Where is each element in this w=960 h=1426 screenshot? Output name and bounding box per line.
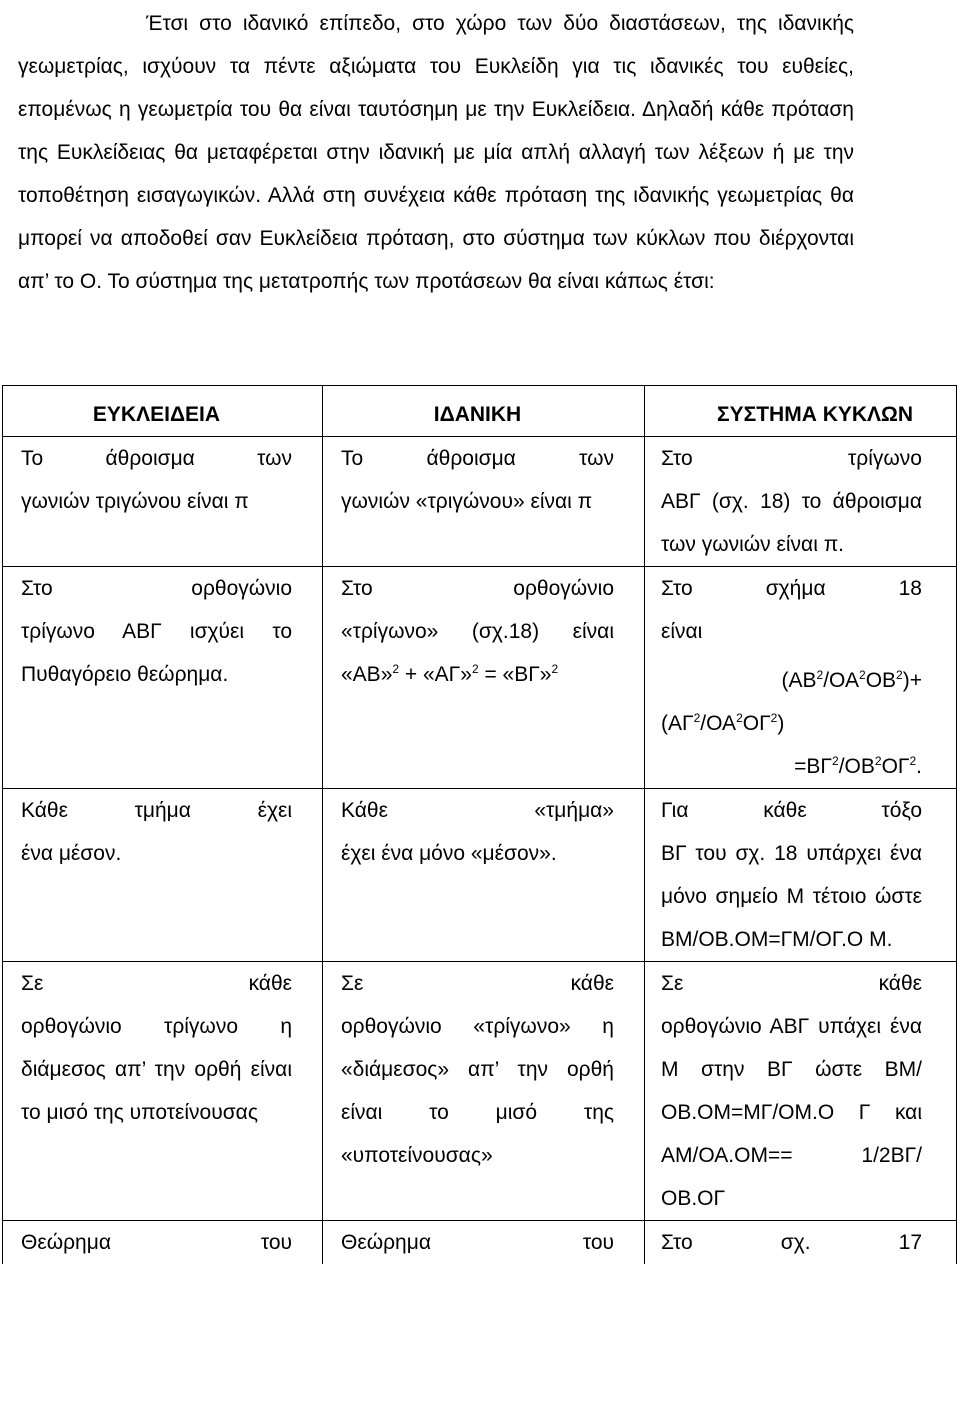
cell-lead: Το άθροισμα των [21,447,292,470]
intro-line: τις ιδανικές του ευθείες, επομένως η γεωμετρία του θα είναι ταυτόσημη [18,55,854,121]
table-row [3,962,957,1221]
superscript: 2 [816,668,824,682]
formula-part: ) [777,712,785,735]
superscript: 2 [909,754,917,768]
cell-ideal [323,437,645,567]
formula-part: ΟΒ [865,669,897,692]
cell-euclidean [3,437,323,567]
formula-line [661,653,922,702]
formula-part: /ΟΒ [838,755,875,778]
cell-text: τρίγωνο ΑΒΓ ισχύει το Πυθαγόρειο θεώρημα. [21,620,292,686]
table-row [3,789,957,962]
table-header-row [3,386,957,437]
cell-text: ένα μέσον. [21,842,122,865]
cell-lead: Κάθε «τμήμα» [341,799,614,822]
header-euclidean: ΕΥΚΛΕΙΔΕΙΑ [3,386,323,437]
cell-ideal [323,789,645,962]
header-ideal: ΙΔΑΝΙΚΗ [323,386,645,437]
header-circle-system: ΣΥΣΤΗΜΑ ΚΥΚΛΩΝ [645,386,957,437]
intro-line: τοποθέτηση εισαγωγικών. Αλλά στη συνέχεια κάθε πρόταση της ιδανικής [18,184,710,207]
cell-text: γωνιών «τριγώνου» είναι π [341,490,593,513]
cell-text: = «ΒΓ» [478,663,552,686]
cell-text: γωνιών τριγώνου είναι π [21,490,249,513]
cell-ideal [323,567,645,789]
formula-part: ΟΓ [881,755,910,778]
formula-part: (ΑΓ [661,712,694,735]
cell-lead: Στο ορθογώνιο [341,577,614,600]
table-row [3,437,957,567]
table-row [3,1221,957,1265]
cell-lead: Θεώρημα του [341,1231,614,1254]
cell-lead: Σε κάθε [341,972,614,995]
cell-lead: Στο σχ. 17 [661,1231,922,1254]
superscript: 2 [693,711,701,725]
cell-circles [645,1221,957,1265]
intro-line: σύστημα των κύκλων που διέρχονται απ’ το Ο. Το σύστημα της [18,227,854,293]
cell-circles [645,962,957,1221]
cell-text: ΑΒΓ (σχ. 18) το άθροισμα των γωνιών είναι π. [661,490,922,556]
cell-lead: Στο τρίγωνο [661,447,922,470]
superscript: 2 [736,711,743,725]
cell-lead: Στο ορθογώνιο [21,577,292,600]
superscript: 2 [896,668,903,682]
formula-part: /ΟΑ [823,669,860,692]
superscript: 2 [859,668,866,682]
cell-euclidean [3,789,323,962]
cell-text: ορθογώνιο «τρίγωνο» η «διάμεσος» απ’ την ορθή είναι το μισό της «υποτείνουσας» [341,1015,614,1167]
formula-part: (ΑΒ [781,669,817,692]
cell-euclidean [3,1221,323,1265]
intro-line: Έτσι στο ιδανικό επίπεδο, στο χώρο των δύο διαστάσεων, [146,12,726,35]
intro-paragraph [18,0,854,303]
superscript: 2 [392,662,400,676]
superscript: 2 [551,662,559,676]
conversion-table [2,385,957,1264]
superscript: 2 [874,754,882,768]
cell-lead: Σε κάθε [661,972,922,995]
formula-part: . [916,755,922,778]
intro-line: της ιδανικής γεωμετρίας, ισχύουν τα πέντε αξιώματα του Ευκλείδη για [18,12,854,78]
cell-euclidean [3,567,323,789]
cell-text: «τρίγωνο» (σχ.18) είναι «ΑΒ» [341,620,614,686]
formula-part: =ΒΓ [794,755,832,778]
cell-text: είναι [661,620,703,643]
cell-circles [645,789,957,962]
cell-lead: Θεώρημα του [21,1231,292,1254]
formula-part: ΟΓ [742,712,771,735]
cell-lead: Το άθροισμα των [341,447,614,470]
cell-text: ΒΓ του σχ. 18 υπάρχει ένα μόνο σημείο Μ τέτοιο ώστε ΒΜ/ΟΒ.ΟΜ=ΓΜ/ΟΓ.Ο Μ. [661,842,922,951]
cell-text: ορθογώνιο τρίγωνο η διάμεσος απ’ την ορθή είναι το μισό της υποτείνουσας [21,1015,292,1124]
superscript: 2 [770,711,778,725]
formula-part: /ΟΑ [700,712,737,735]
cell-text: ορθογώνιο ΑΒΓ υπάχει ένα Μ στην ΒΓ ώστε ΒΜ/ΟΒ.ΟΜ=ΜΓ/ΟΜ.Ο Γ και ΑΜ/ΟΑ.ΟΜ== 1/2ΒΓ/ΟΒ.ΟΓ [661,1015,922,1210]
formula-line [661,745,922,788]
superscript: 2 [832,754,839,768]
cell-circles [645,437,957,567]
intro-line-last: μετατροπής των προτάσεων θα είναι κάπως έτσι: [258,270,715,293]
cell-text: + «ΑΓ» [399,663,472,686]
cell-euclidean [3,962,323,1221]
cell-lead: Για κάθε τόξο [661,799,922,822]
cell-circles [645,567,957,789]
cell-ideal [323,1221,645,1265]
superscript: 2 [471,662,479,676]
cell-ideal [323,962,645,1221]
cell-lead: Στο σχήμα 18 [661,577,922,600]
cell-lead: Σε κάθε [21,972,292,995]
cell-lead: Κάθε τμήμα έχει [21,799,292,822]
intro-line: γεωμετρίας θα μπορεί να αποδοθεί σαν Ευκλείδεια πρόταση, στο [18,184,854,250]
table-row [3,567,957,789]
formula-line [661,702,922,745]
formula-part: )+ [902,669,922,692]
intro-line: με την Ευκλείδεια. Δηλαδή κάθε πρόταση της Ευκλείδειας θα [18,98,854,164]
intro-line: μεταφέρεται στην ιδανική με μία απλή αλλαγή των λέξεων ή με την [206,141,854,164]
cell-text: έχει ένα μόνο «μέσον». [341,842,557,865]
